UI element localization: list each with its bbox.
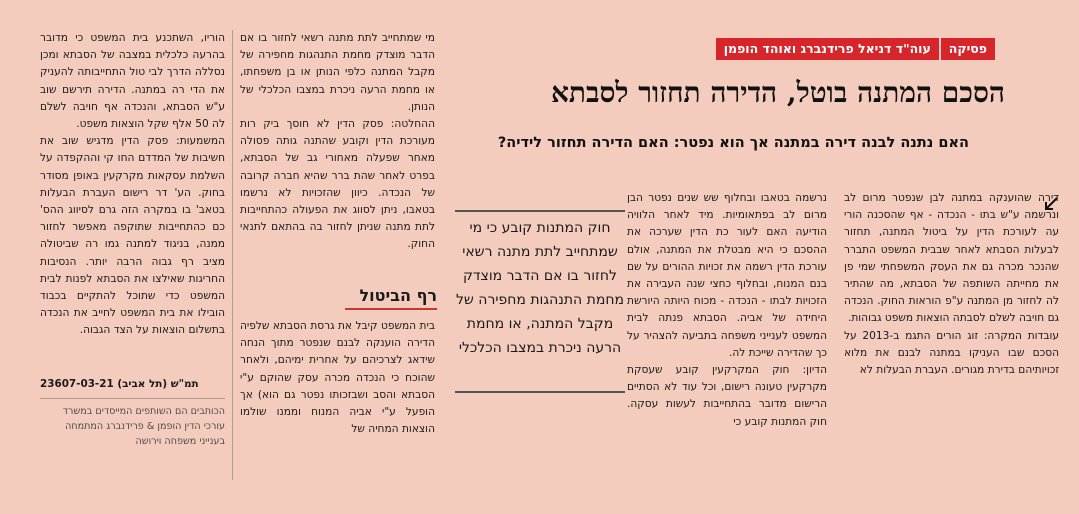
article-kicker [716, 38, 995, 60]
author-credit: הכותבים הם השותפים המייסדים במשרד עורכי הדין הופמן & פרידנברג המתמחה בענייני משפחה וירושה [62, 406, 225, 447]
paragraph: בית המשפט קיבל את גרסת הסבתא שלפיה הדירה הוענקה לבנם שנפטר מתוך הנחה שידאג לצרכיהם על אחרית ימיהם, ולאחר שהוכח כי הנכדה מכרה עסק שהוקם ע"י הסבתא והסב ושבזכותו נפטר גם הוא) אך הופעל ע"י אביה המנוח וממנו שולמו הוצאות המחיה של [240, 320, 435, 436]
paragraph: נרשמה בטאבו ובחלוף שש שנים נפטר הבן מרום לב בפתאומיות. מיד לאחר הלוויה הודיעה האם לעור כת הדין שערכה את ההסכם כי היא מבטלת את המתנה, אולם עורכת הדין רשמה את זכויות ההורים על שם בנם המנוח, ובחלוף כחצי שנה העבירה את הזכויות לבתו - הנכדה - מכוח היותה היורשת היחידה של אביה. הסבתא פנתה לבית המשפט לענייני משפחה בתביעה להצהיר על כך שהדירה שייכת לה. [627, 192, 827, 359]
subsection-title: רף הביטול [345, 286, 437, 310]
paragraph: ההחלטה: פסק הדין לא חוסך ביק רות מעורכת הדין וקובע שהתנה גותה פסולה מאחר שפעלה מאחורי גב של הסבתא, בפרט לאחר שהת ברר שהיא חברה קרובה של הנכדה. כיוון שהזכויות לא נרשמו בטאבו, ניתן לסווג את הפעולה כהתחייבות לתת מתנה שניתן לחזור בה בהתאם לתנאי החוק. [240, 118, 435, 251]
paragraph: הוריו, השתכנע בית המשפט כי מדובר בהרעה כלכלית במצבה של הסבתא ומכן נסללה הדרך לבי טול התחייבותה להעניק את הדי רה במתנה. הדירה תירשם שוב ע"ש הסבתא, והנכדה אף חויבה לשלם לה 50 אלף שקל הוצאות משפט. [40, 32, 225, 131]
paragraph: הדיון: חוק המקרקעין קובע שעסקת מקרקעין טעונה רישום, וכל עוד לא הסתיים הרישום מדובר בהתחייבות לעשות עסקה. חוק המתנות קובע כי [627, 364, 827, 428]
paragraph: המשמעות: פסק הדין מדגיש שוב את חשיבות של המדדם החו קי וההקפדה על השלמת עסקאות מקרקעין באופן מסודר בחוק. הע' דר רישום העברת הבעלות בטאב' בו במקרה הזה גרם לסיווג ההס' כם כהתחייבות שתוקפה מאפשר לחזור ממנה, בניגוד למתנה גמו רה שביטולה מציב רף גבוה הרבה יותר. הנסיבות החריגות שאילצו את הסבתא לפנות לבית המשפט כדי שתוכל להתקיים בכבוד הובילו את בית המשפט לחייב את הנכדה בתשלום הוצאות על הצד הגבוה. [40, 135, 225, 337]
article-subhead: האם נתנה לבנה דירה במתנה אך הוא נפטר: האם הדירה תחזור לידיה? [497, 135, 969, 151]
article-column-4 [40, 30, 225, 370]
credit-divider [40, 398, 225, 399]
paragraph: דירה שהוענקה במתנה לבן שנפטר מרום לב ונרשמה ע"ש בתו - הנכדה - אף שהסכנה הורי עה לעורכת הדין על ביטול המתנה, תחזור לבעלות הסבתא לאחר שבבית המשפט התברר שהנכר מכרה גם את העסק המשפחתי שמי פן את מחייתה השותפה של הסבתא, מה שהתיר לה לחזור מן המתנה ע"פ הוראות החוק. הנכדה גם חויבה לשלם לסבתה הוצאות משפט גבוהות. [844, 192, 1059, 325]
article-column-1 [844, 190, 1059, 490]
section-label: פסיקה [941, 38, 995, 60]
authors-label: עוה"ד דניאל פרידנברג ואוהד הופמן [716, 38, 941, 60]
case-reference: תמ"ש (תל אביב) 23607-03-21 [40, 378, 199, 390]
paragraph: עובדות המקרה: זוג הורים התגמ ב-2013 על הסכם שבו העניקו במתנה לבנם את מלוא זכויותיהם בדירת מגורים. העברת הבעלות לא [844, 329, 1059, 377]
article-column-2 [627, 190, 827, 490]
article-headline: הסכם המתנה בוטל, הדירה תחזור לסבתא [550, 76, 1005, 109]
article-column-3-continued [240, 318, 435, 488]
article-column-3 [240, 30, 435, 270]
column-divider [232, 30, 233, 480]
pull-quote: חוק המתנות קובע כי מי שמתחייב לתת מתנה רשאי לחזור בו אם הדבר מוצדק מחמת התנהגות מחפירה של מקבל המתנה, או מחמת הרעה ניכרת במצבו הכלכלי [455, 210, 625, 393]
paragraph: מי שמתחייב לתת מתנה רשאי לחזור בו אם הדבר מוצדק מחמת התנהגות מחפירה של מקבל המתנה כלפי הנותן או בן משפחתו, או מחמת הרעה ניכרת במצבו הכלכלי של הנותן. [240, 32, 435, 113]
